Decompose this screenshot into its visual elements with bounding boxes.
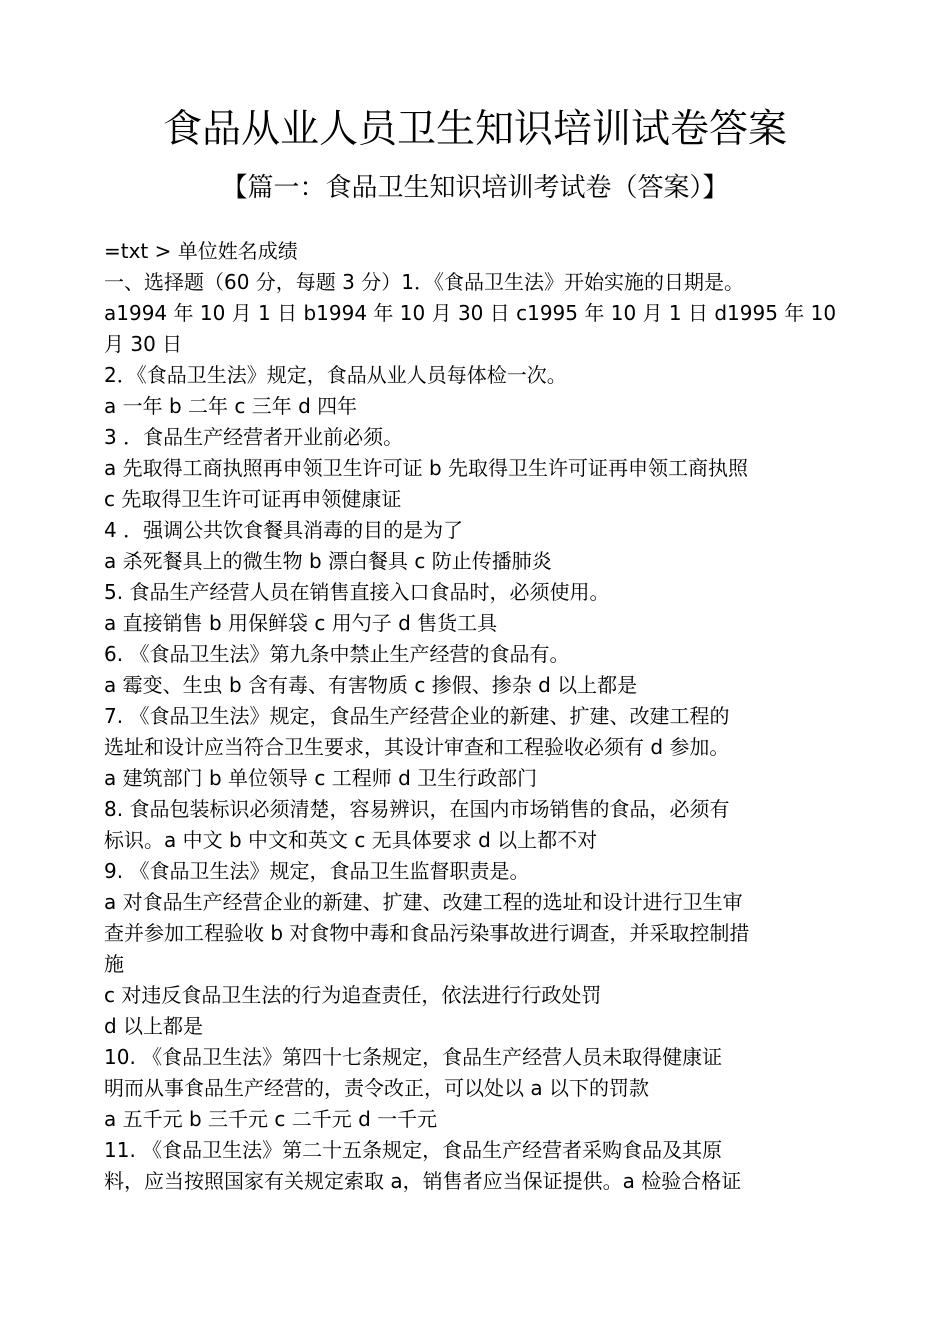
text-line: c 对违反食品卫生法的行为追查责任，依法进行行政处罚	[104, 983, 602, 1007]
text-line: a 杀死餐具上的微生物 b 漂白餐具 c 防止传播肺炎	[104, 549, 552, 573]
text-line: 8. 食品包装标识必须清楚，容易辨识，在国内市场销售的食品，必须有	[104, 797, 730, 821]
text-line: a 建筑部门 b 单位领导 c 工程师 d 卫生行政部门	[104, 766, 538, 790]
text-line: d 以上都是	[104, 1014, 204, 1038]
document-body	[104, 236, 864, 1197]
text-line: 施	[104, 952, 124, 976]
text-line: 选址和设计应当符合卫生要求，其设计审查和工程验收必须有 d 参加。	[104, 735, 730, 759]
text-line: 5. 食品生产经营人员在销售直接入口食品时，必须使用。	[104, 580, 610, 604]
text-line: a 一年 b 二年 c 三年 d 四年	[104, 394, 358, 418]
text-line: =txt > 单位姓名成绩	[104, 239, 298, 263]
text-line: 3 ．食品生产经营者开业前必须。	[104, 425, 404, 449]
text-line: a1994 年 10 月 1 日 b1994 年 10 月 30 日 c1995 年 10 月 1 日 d1995 年 10	[104, 301, 837, 325]
text-line: 11. 《食品卫生法》第二十五条规定，食品生产经营者采购食品及其原	[104, 1138, 723, 1162]
text-line: c 先取得卫生许可证再申领健康证	[104, 487, 402, 511]
document-subtitle: 【篇一：食品卫生知识培训考试卷（答案）】	[221, 173, 729, 203]
text-line: 7. 《食品卫生法》规定，食品生产经营企业的新建、扩建、改建工程的	[104, 704, 730, 728]
text-line: 6. 《食品卫生法》第九条中禁止生产经营的食品有。	[104, 642, 570, 666]
text-line: 一、选择题（60 分，每题 3 分）1．《食品卫生法》开始实施的日期是。	[104, 270, 744, 294]
text-line: a 直接销售 b 用保鲜袋 c 用勺子 d 售货工具	[104, 611, 498, 635]
text-line: 10. 《食品卫生法》第四十七条规定，食品生产经营人员未取得健康证	[104, 1045, 723, 1069]
text-line: a 五千元 b 三千元 c 二千元 d 一千元	[104, 1107, 438, 1131]
text-line: 4 ．强调公共饮食餐具消毒的目的是为了	[104, 518, 464, 542]
text-line: 查并参加工程验收 b 对食物中毒和食品污染事故进行调查，并采取控制措	[104, 921, 750, 945]
text-line: 9. 《食品卫生法》规定，食品卫生监督职责是。	[104, 859, 530, 883]
text-line: 月 30 日	[104, 332, 183, 356]
text-line: 标识。a 中文 b 中文和英文 c 无具体要求 d 以上都不对	[104, 828, 598, 852]
text-line: 明而从事食品生产经营的，责令改正，可以处以 a 以下的罚款	[104, 1076, 649, 1100]
document-title: 食品从业人员卫生知识培训试卷答案	[162, 107, 787, 152]
text-line: a 对食品生产经营企业的新建、扩建、改建工程的选址和设计进行卫生审	[104, 890, 743, 914]
text-line: a 先取得工商执照再申领卫生许可证 b 先取得卫生许可证再申领工商执照	[104, 456, 749, 480]
text-line: 2．《食品卫生法》规定，食品从业人员每体检一次。	[104, 363, 567, 387]
text-line: a 霉变、生虫 b 含有毒、有害物质 c 掺假、掺杂 d 以上都是	[104, 673, 638, 697]
text-line: 料，应当按照国家有关规定索取 a，销售者应当保证提供。a 检验合格证	[104, 1169, 742, 1193]
